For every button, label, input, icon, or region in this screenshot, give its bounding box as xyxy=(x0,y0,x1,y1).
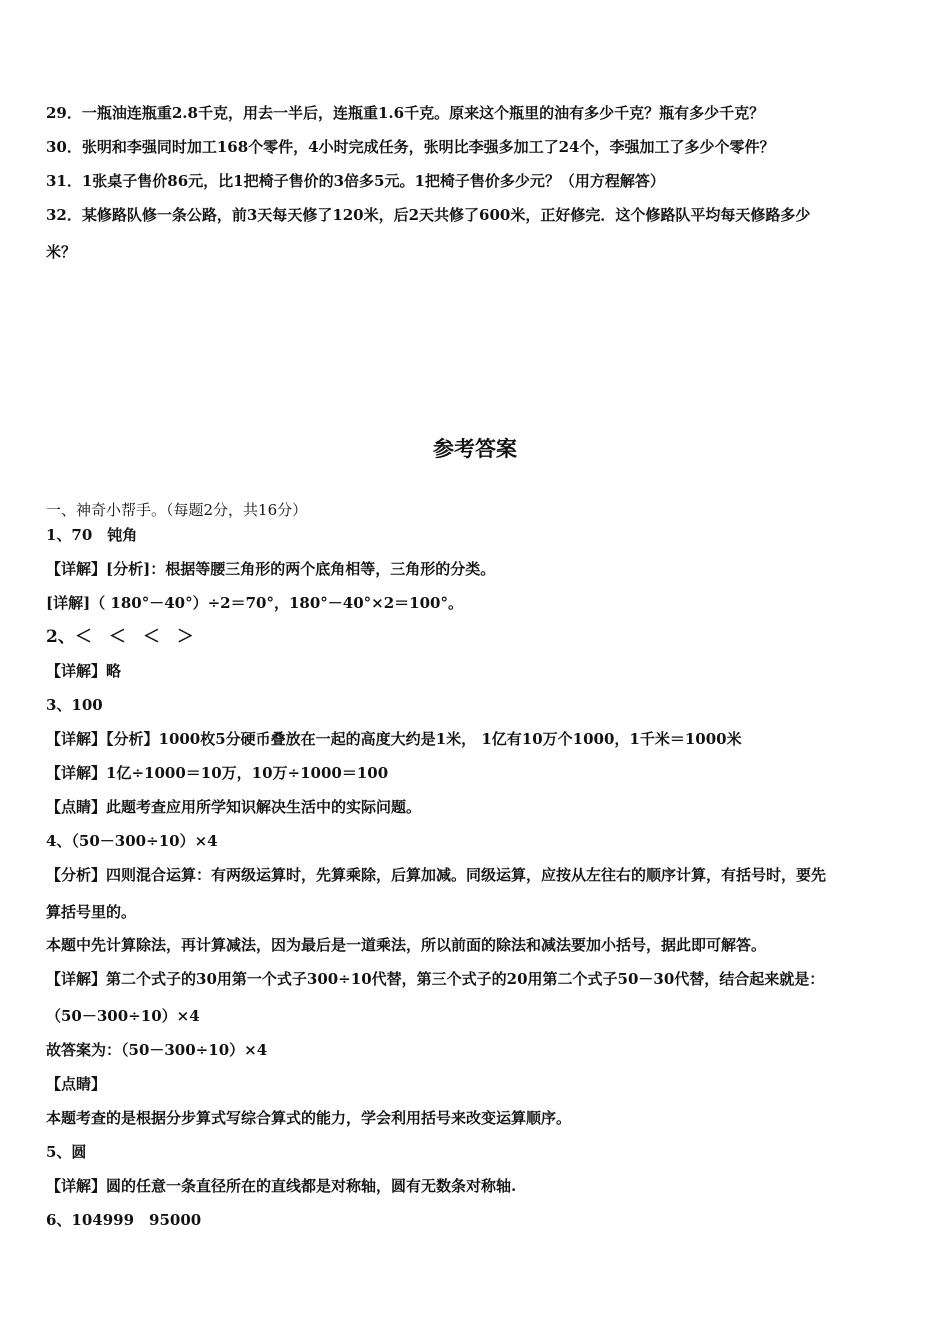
question-30: 30．张明和李强同时加工168个零件，4小时完成任务，张明比李强多加工了24个，李强加工了多少个零件？ xyxy=(46,138,775,156)
question-32-continued: 米？ xyxy=(46,243,77,261)
answer-4-analysis-continued: 算括号里的。 xyxy=(46,903,137,921)
answer-1: 1、70 钝角 xyxy=(46,526,138,544)
answer-2: 2、＜ ＜ ＜ ＞ xyxy=(46,627,194,647)
answer-4-comment-label: 【点睛】 xyxy=(46,1075,107,1093)
question-32: 32．某修路队修一条公路，前3天每天修了120米，后2天共修了600米，正好修完．这个修路队平均每天修路多少 xyxy=(46,206,811,224)
answer-title: 参考答案 xyxy=(433,436,517,461)
answer-4-detail: 【详解】第二个式子的30用第一个式子300÷10代替，第三个式子的20用第二个式子50－30代替，结合起来就是： xyxy=(46,970,825,988)
answer-1-detail: 【详解】[分析]：根据等腰三角形的两个底角相等，三角形的分类。 xyxy=(46,560,496,578)
answer-section-heading: 一、神奇小帮手。（每题2分，共16分） xyxy=(46,501,308,519)
answer-3-detail: 【详解】1亿÷1000＝10万，10万÷1000＝100 xyxy=(46,764,389,782)
answer-3: 3、100 xyxy=(46,696,103,714)
question-29: 29．一瓶油连瓶重2.8千克，用去一半后，连瓶重1.6千克。原来这个瓶里的油有多少千克？瓶有多少千克？ xyxy=(46,104,765,122)
answer-3-analysis: 【详解】【分析】1000枚5分硬币叠放在一起的高度大约是1米， 1亿有10万个1000，1千米＝1000米 xyxy=(46,730,742,748)
answer-3-comment: 【点睛】此题考查应用所学知识解决生活中的实际问题。 xyxy=(46,798,422,816)
answer-4-comment: 本题考查的是根据分步算式写综合算式的能力，学会利用括号来改变运算顺序。 xyxy=(46,1109,572,1127)
answer-6: 6、104999 95000 xyxy=(46,1211,202,1229)
answer-4-analysis: 【分析】四则混合运算：有两级运算时，先算乘除，后算加减。同级运算，应按从左往右的顺序计算，有括号时，要先 xyxy=(46,866,827,884)
question-31: 31．1张桌子售价86元，比1把椅子售价的3倍多5元。1把椅子售价多少元？（用方程解答） xyxy=(46,172,665,190)
answer-1-detail-calc: [详解]（ 180°－40°）÷2＝70°，180°－40°×2＝100°。 xyxy=(46,594,463,612)
answer-4-formula: （50－300÷10）×4 xyxy=(46,1007,200,1025)
answer-4-explanation: 本题中先计算除法，再计算减法，因为最后是一道乘法，所以前面的除法和减法要加小括号，据此即可解答。 xyxy=(46,936,767,954)
answer-4: 4、（50－300÷10）×4 xyxy=(46,832,218,850)
answer-2-detail: 【详解】略 xyxy=(46,662,122,680)
answer-5-detail: 【详解】圆的任意一条直径所在的直线都是对称轴，圆有无数条对称轴. xyxy=(46,1177,517,1195)
answer-4-conclusion: 故答案为：（50－300÷10）×4 xyxy=(46,1041,268,1059)
answer-5: 5、圆 xyxy=(46,1143,87,1161)
